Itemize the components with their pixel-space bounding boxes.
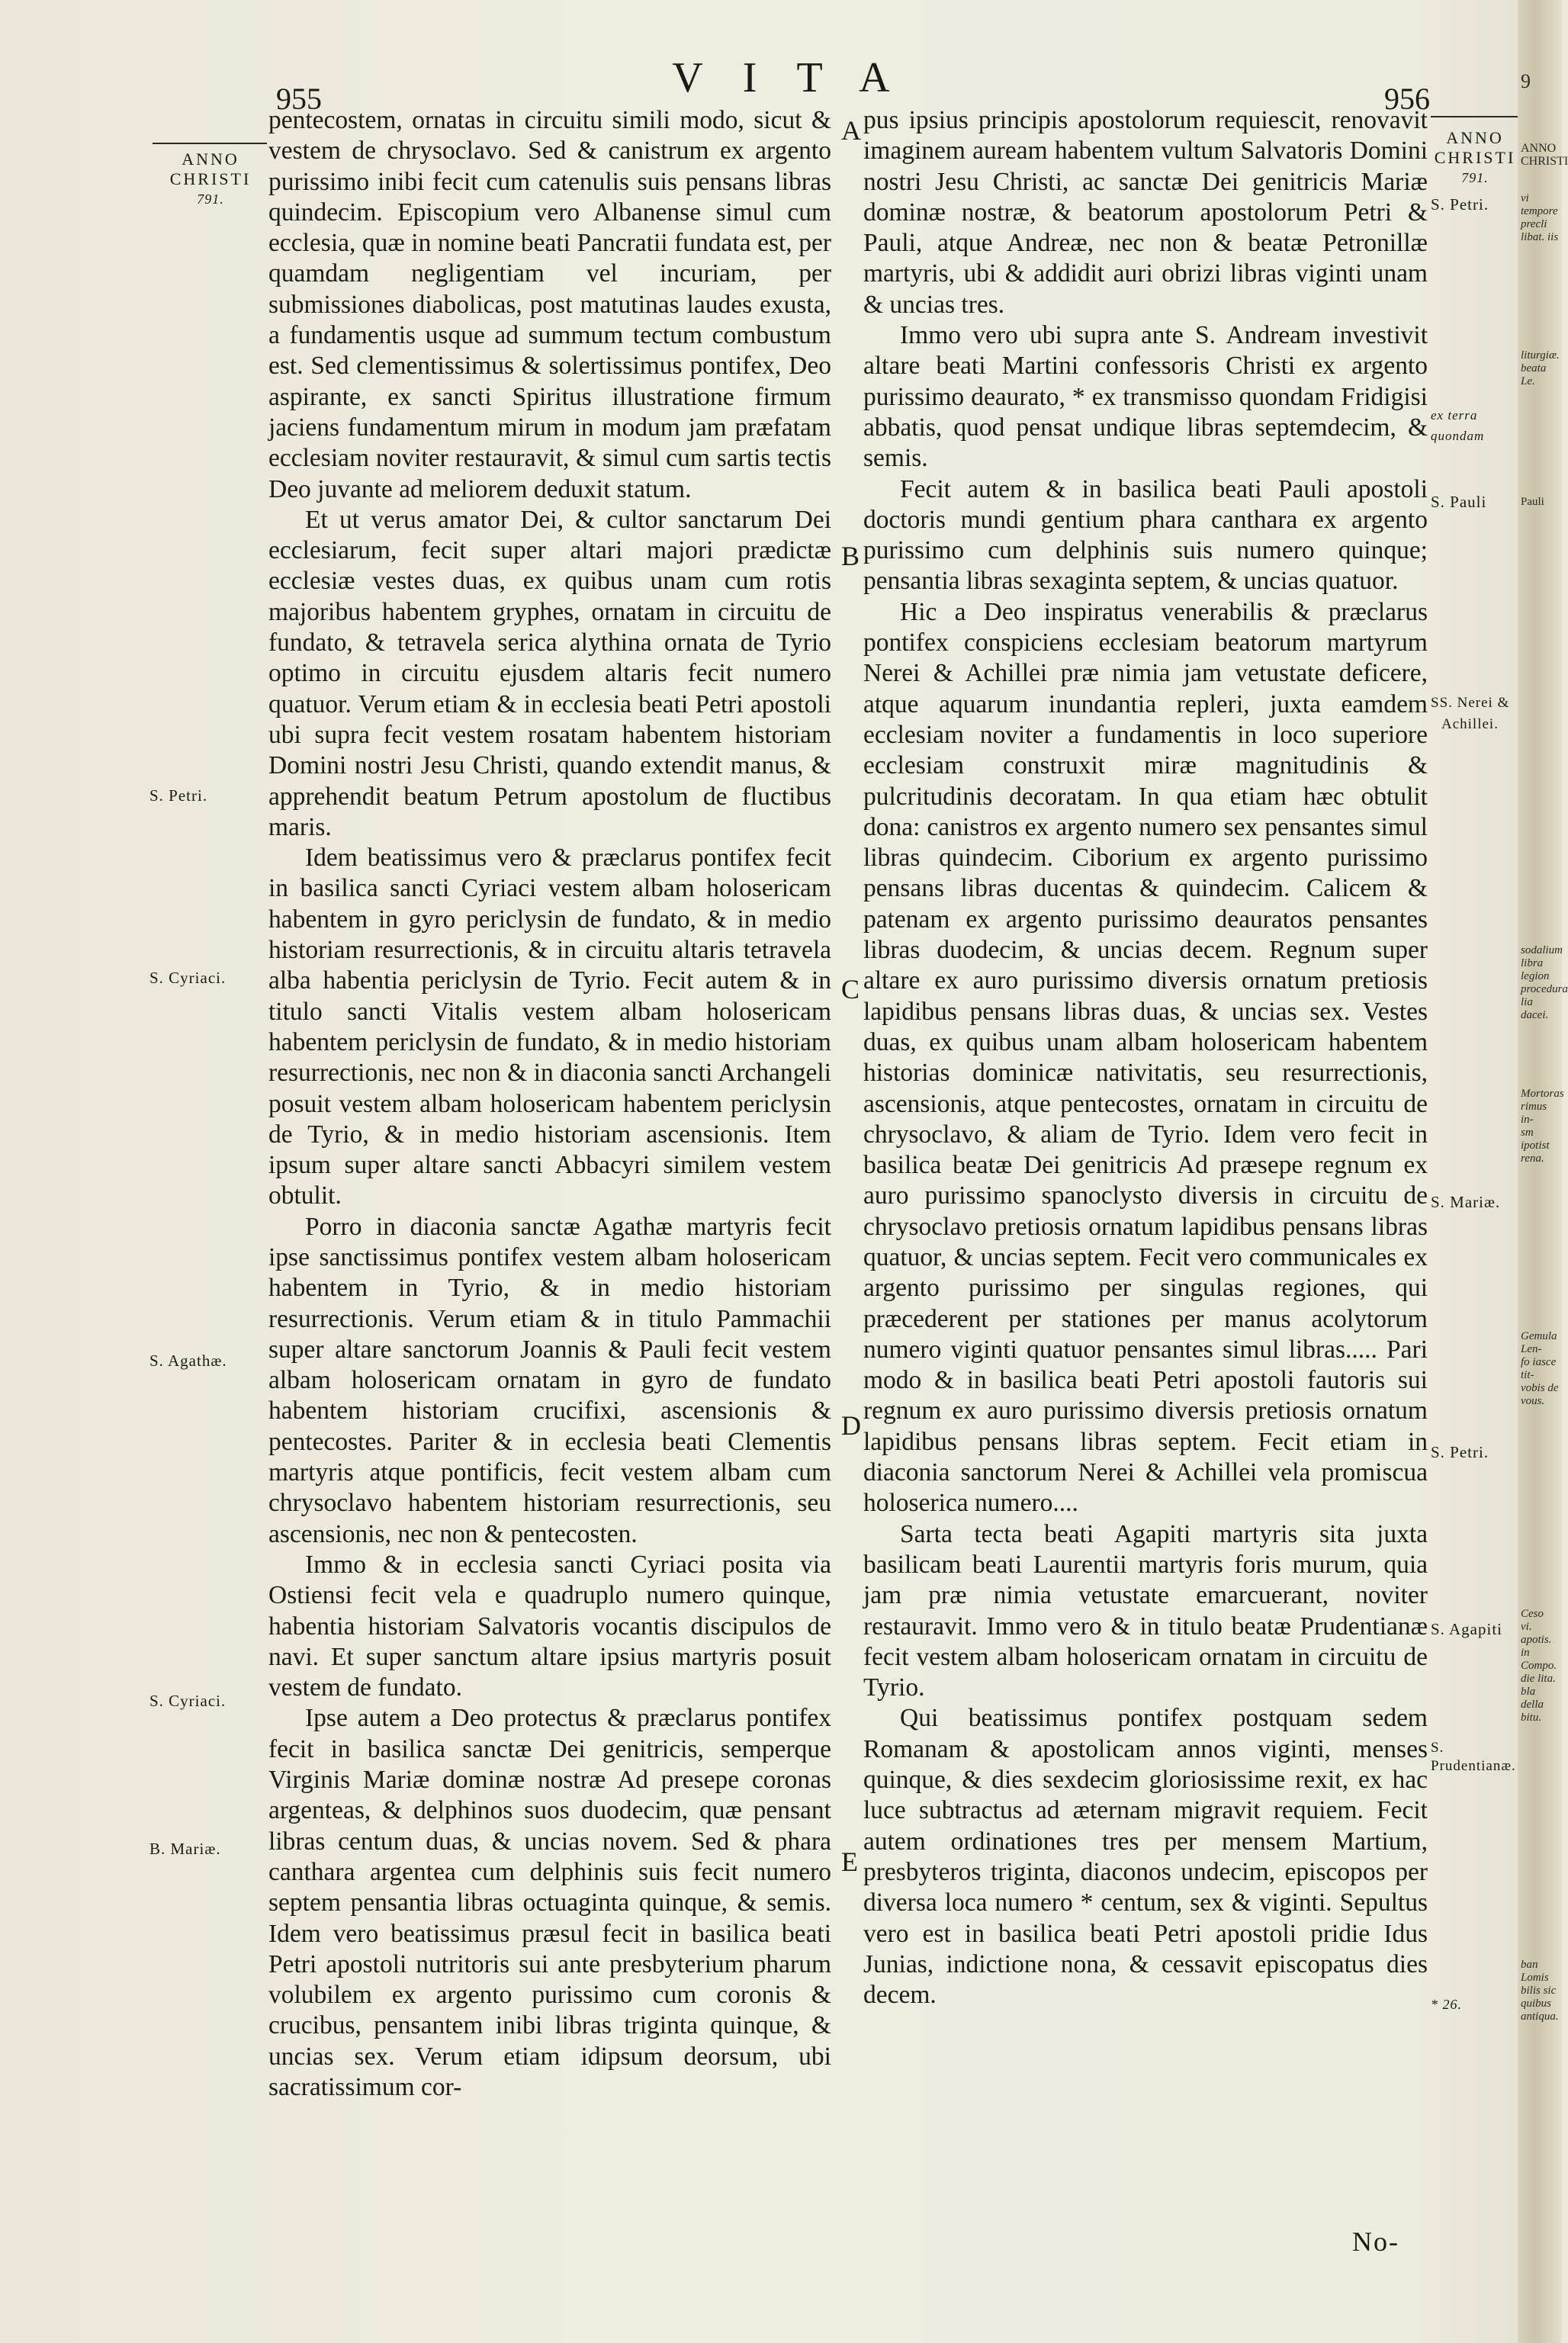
paragraph: Ipse autem a Deo protectus & præclarus pontifex fecit in basilica sanctæ Dei genitricis, semperque Virginis Mariæ dominæ nostræ Ad presepe coronas argenteas, & delphinos suos duodecim, quæ pensant libras centum duas, & uncias novem. Sed & phara canthara argentea cum delphinis suis fecit numero septem pensantia libras octuaginta quinque, & semis. Idem vero beatissimus præsul fecit in basilica beati Petri apostoli nutritoris sui ante presbyterium pharum volubilem ex argento purissimo cum coronis & crucibus, pensantem inibi libras triginta quinque, & uncias sex. Verum etiam idipsum deorsum, ubi sacratissimum cor- [268, 1704, 831, 2101]
anno-christi-left [149, 149, 272, 209]
christi-label: CHRISTI [1434, 148, 1516, 167]
spine-fragment: Ceso vi. apotis. in Compo. die lita. bla della bitu. [1521, 1608, 1557, 1724]
page-number-left: 955 [276, 82, 322, 116]
margin-note-right: S. Prudentianæ. [1431, 1740, 1516, 1774]
anno-label: ANNO [182, 149, 239, 169]
margin-note-right: S. Mariæ. [1431, 1193, 1501, 1211]
page-number-right: 956 [1384, 82, 1430, 116]
margin-note-left: B. Mariæ. [149, 1840, 221, 1858]
margin-note-right: S. Agapiti [1431, 1620, 1503, 1638]
catchword: No- [1352, 2226, 1399, 2257]
running-title: VITA [672, 54, 930, 101]
margin-note-left: S. Petri. [149, 786, 208, 805]
paragraph: Immo & in ecclesia sancti Cyriaci posita via Ostiensi fecit vela e quadruplo numero quinque, habentia historiam Salvatoris vocantis discipulos de navi. Et super sanctum altare ipsius martyris posuit vestem de fundato. [268, 1550, 831, 1702]
facing-page-edge [1518, 0, 1568, 2343]
spine-fragment: Mortoras rimus in- sm ipotist rena. [1521, 1088, 1564, 1165]
spine-fragment: Gemula Len- fo iasce tit- vobis de vous. [1521, 1330, 1559, 1407]
paragraph: Sarta tecta beati Agapiti martyris sita juxta basilicam beati Laurentii martyris foris murum, quia jam præ nimia vetustate emarcuerant, noviter restauravit. Immo vero & in titulo beatæ Prudentianæ fecit vestem albam holosericam ornatam in circuitu de Tyrio. [863, 1519, 1428, 1702]
section-letter: D [841, 1410, 861, 1441]
paragraph: Fecit autem & in basilica beati Pauli apostoli doctoris mundi gentium phara canthara ex argento purissimo cum delphinis suis numero quinque; pensantia libras sexaginta septem, & uncias quatuor. [863, 474, 1428, 596]
spine-fragment: sodalium libra legion procedura lia dacei. [1521, 944, 1568, 1021]
paragraph: Hic a Deo inspiratus venerabilis & præclarus pontifex conspiciens ecclesiam beatorum martyrum Nerei & Achillei præ nimia jam vetustate deficere, atque aquarum inundantia repleri, juxta eamdem ecclesiam noviter a fundamentis in loco superiore ecclesiam construxit miræ magnitudinis & pulcritudinis decoratam. In qua etiam hæc obtulit dona: canistros ex argento numero sex pensantes simul libras quindecim. Ciborium ex argento purissimo pensans libras ducentas & quindecim. Calicem & patenam ex argento purissimo deauratos pensantes libras duodecim, & uncias decem. Regnum super altare ex auro purissimo diversis ornatum pretiosis lapidibus pensans libras duas, & uncias sex. Vestes duas, ex quibus unam albam holosericam habentem historias dominicæ nativitatis, seu resurrectionis, ascensionis, atque pentecostes, ornatam in circuitu de chrysoclavo, & aliam de Tyrio. Idem vero fecit in basilica beatæ Dei genitricis Ad præsepe regnum ex auro purissimo spanoclysto diversis in circuitu de chrysoclavo pretiosis ornatum lapidibus pensans libras quatuor, & uncias septem. Fecit vero communicales ex argento purissimo per singulas regiones, qui præcederent per stationes per manus acolytorum numero viginti quatuor pensantes simul libras..... Pari modo & in basilica beati Petri apostoli fautoris sui regnum ex auro purissimo diversis pretiosis ornatum lapidibus pensans libras septem. Fecit etiam in diaconia sanctorum Nerei & Achillei vela promiscua holoserica numero.... [863, 597, 1428, 1518]
anno-christi-right [1432, 128, 1518, 188]
margin-note-right: ex terra [1431, 408, 1478, 423]
paragraph: Qui beatissimus pontifex postquam sedem Romanam & apostolicam annos viginti, menses quinque, & dies sexdecim gloriosissime rexit, ex hac luce subtractus ad æternam migravit requiem. Fecit autem ordinationes tres per mensem Martium, presbyteros triginta, diaconos undecim, episcopos per diversa loca numero * centum, sex & viginti. Sepultus vero est in basilica beati Petri apostoli pridie Idus Junias, indictione nona, & cessavit episcopatus dies decem. [863, 1704, 1428, 2010]
section-letter: E [841, 1846, 858, 1877]
margin-note-right: S. Pauli [1431, 493, 1487, 511]
paragraph: pentecostem, ornatas in circuitu simili modo, sicut & vestem de chrysoclavo. Sed & canistrum ex argento purissimo inibi fecit cum catenulis suis pensans libras quindecim. Episcopium vero Albanense simul cum ecclesia, quæ in nomine beati Pancratii fundata est, per quamdam negligentiam vel incuriam, per submissiones diabolicas, post matutinas laudes exusta, a fundamentis usque ad summum tectum combustum est. Sed clementissimus & solertissimus pontifex, Deo aspirante, ex sancti Spiritus illustratione firmum jaciens fundamentum mirum in modum jam præfatam ecclesiam noviter restauravit, & simul cum sartis tectis Deo juvante ad meliorem deduxit statum. [268, 106, 831, 503]
spine-fragment: 9 [1521, 70, 1531, 92]
margin-note-right: S. Petri. [1431, 195, 1489, 214]
margin-note-right: * 26. [1431, 1997, 1462, 2012]
margin-note-right: SS. Nerei & [1431, 695, 1510, 711]
christi-label: CHRISTI [169, 169, 252, 188]
margin-note-left: S. Cyriaci. [149, 969, 227, 987]
margin-note-right: S. Petri. [1431, 1443, 1489, 1461]
paragraph: Immo vero ubi supra ante S. Andream investivit altare beati Martini confessoris Christi ex argento purissimo deaurato, * ex transmisso quondam Fridigisi abbatis, quod pensat undique libras septemdecim, & semis. [863, 321, 1428, 473]
spine-fragment: vi tempore precli libat. iis [1521, 192, 1559, 243]
anno-label: ANNO [1446, 128, 1504, 147]
section-letter: A [841, 115, 861, 146]
text-column-right [863, 105, 1428, 2010]
spine-fragment: ban Lomis bilis sic quibus antiqua. [1521, 1959, 1559, 2023]
margin-note-right: Achillei. [1441, 716, 1499, 732]
margin-note-left: S. Agathæ. [149, 1351, 227, 1370]
margin-note-right: quondam [1431, 429, 1485, 443]
header-rule-left [153, 143, 267, 144]
paragraph: Porro in diaconia sanctæ Agathæ martyris fecit ipse sanctissimus pontifex vestem albam holosericam habentem in Tyrio, & in medio historiam resurrectionis. Verum etiam & in titulo Pammachii super altare sanctorum Joannis & Pauli fecit vestem albam holosericam ornatam in gyro de fundato habentem historiam crucifixi, ascensionis & pentecostes. Pariter & in ecclesia beati Clementis martyris atque pontificis, fecit vestem albam cum chrysoclavo habentem historiam resurrectionis, seu ascensionis, nec non & pentecosten. [268, 1212, 831, 1548]
text-column-left [268, 105, 831, 2103]
margin-note-left: S. Cyriaci. [149, 1692, 227, 1710]
section-letter: C [841, 974, 860, 1004]
spine-fragment: Pauli [1521, 496, 1544, 508]
paragraph: Idem beatissimus vero & præclarus pontifex fecit in basilica sancti Cyriaci vestem albam holosericam habentem in gyro periclysin de fundato, & in medio historiam resurrectionis, & in circuitu altaris tetravela alba habentia periclysin de Tyrio. Fecit autem & in titulo sancti Vitalis vestem albam holosericam habentem periclysin de fundato, & in medio historiam resurrectionis, nec non & in diaconia sancti Archangeli posuit vestem albam holosericam habentem periclysin de Tyrio, & in medio historiam ascensionis. Item ipsum super altare sancti Abbacyri similem vestem obtulit. [268, 844, 831, 1210]
spine-fragment: liturgiæ. beata Le. [1521, 349, 1560, 387]
paragraph: pus ipsius principis apostolorum requiescit, renovavit imaginem auream habentem vultum Salvatoris Domini nostri Jesu Christi, ac sanctæ Dei genitricis Mariæ dominæ nostræ, & beatorum apostolorum Petri & Pauli, atque Andreæ, nec non & beatæ Petronillæ martyris, ubi & addidit auri obrizi libras viginti unam & uncias tres. [863, 106, 1428, 319]
paragraph: Et ut verus amator Dei, & cultor sanctarum Dei ecclesiarum, fecit super altari majori prædictæ ecclesiæ vestes duas, ex quibus unam cum rotis majoribus habentem gryphes, ornatam in circuitu de fundato, & tetravela serica alythina ornata de Tyrio optimo in circuitu ejusdem altaris fecit numero quatuor. Verum etiam & in ecclesia beati Petri apostoli ubi supra fecit vestem rosatam habentem historiam Domini nostri Jesu Christi, quando extendit manus, & apprehendit beatum Petrum apostolum de fluctibus maris. [268, 505, 831, 841]
section-letter: B [841, 541, 860, 571]
anno-year: 791. [1461, 170, 1489, 185]
spine-fragment: ANNO CHRISTI [1521, 142, 1568, 168]
header-rule-right [1431, 116, 1518, 117]
anno-year: 791. [197, 191, 224, 207]
